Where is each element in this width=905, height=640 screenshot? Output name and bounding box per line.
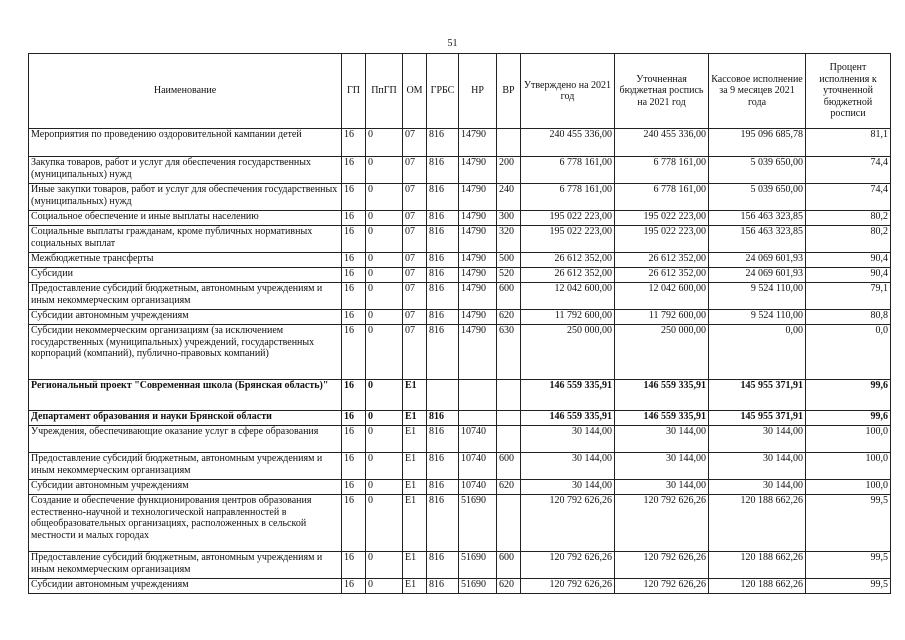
header-gp: ГП: [342, 54, 366, 129]
cell-name: Иные закупки товаров, работ и услуг для обеспечения государственных (муниципальных) нужд: [29, 184, 342, 211]
cell-refined: 240 455 336,00: [615, 129, 709, 157]
cell-vr: [497, 411, 521, 426]
cell-approved: 30 144,00: [521, 426, 615, 453]
cell-name: Социальное обеспечение и иные выплаты населению: [29, 211, 342, 226]
cell-percent: 99,5: [806, 552, 891, 579]
cell-refined: 195 022 223,00: [615, 211, 709, 226]
cell-vr: 520: [497, 268, 521, 283]
cell-approved: 146 559 335,91: [521, 380, 615, 411]
cell-grbs: 816: [427, 310, 459, 325]
cell-om: Е1: [403, 579, 427, 594]
cell-gp: 16: [342, 579, 366, 594]
cell-np: 10740: [459, 480, 497, 495]
header-vr: ВР: [497, 54, 521, 129]
cell-name: Субсидии автономным учреждениям: [29, 579, 342, 594]
cell-vr: 240: [497, 184, 521, 211]
cell-ppgp: 0: [366, 480, 403, 495]
budget-table: [28, 53, 891, 594]
cell-refined: 26 612 352,00: [615, 268, 709, 283]
cell-vr: [497, 129, 521, 157]
table-row: [29, 129, 891, 157]
cell-om: 07: [403, 211, 427, 226]
cell-refined: 30 144,00: [615, 480, 709, 495]
cell-ppgp: 0: [366, 184, 403, 211]
cell-refined: 6 778 161,00: [615, 184, 709, 211]
cell-np: [459, 411, 497, 426]
table-row: [29, 310, 891, 325]
cell-percent: 99,5: [806, 579, 891, 594]
cell-np: 14790: [459, 310, 497, 325]
cell-vr: 320: [497, 226, 521, 253]
cell-approved: 30 144,00: [521, 480, 615, 495]
cell-np: [459, 380, 497, 411]
cell-grbs: 816: [427, 283, 459, 310]
cell-approved: 12 042 600,00: [521, 283, 615, 310]
cell-gp: 16: [342, 426, 366, 453]
cell-grbs: [427, 380, 459, 411]
cell-ppgp: 0: [366, 325, 403, 380]
cell-vr: 630: [497, 325, 521, 380]
cell-refined: 195 022 223,00: [615, 226, 709, 253]
cell-vr: 600: [497, 552, 521, 579]
cell-cash: 156 463 323,85: [709, 226, 806, 253]
cell-om: Е1: [403, 426, 427, 453]
cell-percent: 79,1: [806, 283, 891, 310]
cell-ppgp: 0: [366, 380, 403, 411]
cell-om: Е1: [403, 480, 427, 495]
cell-np: 10740: [459, 426, 497, 453]
cell-percent: 90,4: [806, 253, 891, 268]
cell-percent: 80,2: [806, 226, 891, 253]
cell-approved: 6 778 161,00: [521, 157, 615, 184]
cell-gp: 16: [342, 226, 366, 253]
cell-percent: 74,4: [806, 157, 891, 184]
cell-approved: 120 792 626,26: [521, 552, 615, 579]
cell-om: 07: [403, 253, 427, 268]
cell-approved: 195 022 223,00: [521, 211, 615, 226]
cell-grbs: 816: [427, 453, 459, 480]
cell-percent: 99,5: [806, 495, 891, 552]
cell-cash: 24 069 601,93: [709, 268, 806, 283]
cell-np: 14790: [459, 253, 497, 268]
cell-cash: 120 188 662,26: [709, 495, 806, 552]
cell-cash: 30 144,00: [709, 426, 806, 453]
cell-gp: 16: [342, 480, 366, 495]
cell-cash: 9 524 110,00: [709, 310, 806, 325]
cell-name: Предоставление субсидий бюджетным, автономным учреждениям и иным некоммерческим организациям: [29, 552, 342, 579]
header-om: ОМ: [403, 54, 427, 129]
cell-percent: 0,0: [806, 325, 891, 380]
cell-cash: 5 039 650,00: [709, 157, 806, 184]
cell-grbs: 816: [427, 552, 459, 579]
cell-approved: 240 455 336,00: [521, 129, 615, 157]
cell-gp: 16: [342, 380, 366, 411]
cell-grbs: 816: [427, 184, 459, 211]
cell-vr: 600: [497, 283, 521, 310]
cell-grbs: 816: [427, 480, 459, 495]
cell-cash: 156 463 323,85: [709, 211, 806, 226]
cell-refined: 30 144,00: [615, 453, 709, 480]
cell-percent: 80,8: [806, 310, 891, 325]
cell-refined: 146 559 335,91: [615, 411, 709, 426]
header-cash: Кассовое исполнение за 9 месяцев 2021 года: [709, 54, 806, 129]
cell-gp: 16: [342, 211, 366, 226]
cell-ppgp: 0: [366, 157, 403, 184]
cell-gp: 16: [342, 283, 366, 310]
cell-gp: 16: [342, 453, 366, 480]
cell-gp: 16: [342, 411, 366, 426]
cell-gp: 16: [342, 157, 366, 184]
cell-cash: 9 524 110,00: [709, 283, 806, 310]
table-row: [29, 184, 891, 211]
cell-percent: 99,6: [806, 380, 891, 411]
cell-percent: 100,0: [806, 453, 891, 480]
cell-grbs: 816: [427, 325, 459, 380]
cell-gp: 16: [342, 552, 366, 579]
header-np: НР: [459, 54, 497, 129]
cell-cash: 24 069 601,93: [709, 253, 806, 268]
cell-ppgp: 0: [366, 426, 403, 453]
cell-percent: 90,4: [806, 268, 891, 283]
cell-om: 07: [403, 129, 427, 157]
cell-vr: 620: [497, 579, 521, 594]
cell-ppgp: 0: [366, 226, 403, 253]
cell-name: Мероприятия по проведению оздоровительной кампании детей: [29, 129, 342, 157]
cell-np: 51690: [459, 552, 497, 579]
cell-cash: 30 144,00: [709, 453, 806, 480]
cell-om: Е1: [403, 411, 427, 426]
cell-percent: 81,1: [806, 129, 891, 157]
cell-om: 07: [403, 184, 427, 211]
cell-gp: 16: [342, 184, 366, 211]
cell-np: 14790: [459, 268, 497, 283]
cell-approved: 250 000,00: [521, 325, 615, 380]
cell-vr: [497, 426, 521, 453]
cell-np: 51690: [459, 579, 497, 594]
cell-gp: 16: [342, 325, 366, 380]
cell-vr: 300: [497, 211, 521, 226]
cell-refined: 120 792 626,26: [615, 552, 709, 579]
cell-approved: 146 559 335,91: [521, 411, 615, 426]
cell-np: 14790: [459, 157, 497, 184]
cell-ppgp: 0: [366, 552, 403, 579]
cell-approved: 120 792 626,26: [521, 495, 615, 552]
cell-om: 07: [403, 226, 427, 253]
cell-name: Субсидии некоммерческим организациям (за исключением государственных (муниципальных) учреждений, государственных корпораций (компаний), публично-правовых компаний): [29, 325, 342, 380]
cell-cash: 0,00: [709, 325, 806, 380]
cell-ppgp: 0: [366, 453, 403, 480]
table-row: [29, 411, 891, 426]
table-row: [29, 253, 891, 268]
header-name: Наименование: [29, 54, 342, 129]
cell-vr: 620: [497, 310, 521, 325]
cell-approved: 26 612 352,00: [521, 268, 615, 283]
cell-refined: 26 612 352,00: [615, 253, 709, 268]
cell-percent: 99,6: [806, 411, 891, 426]
cell-name: Департамент образования и науки Брянской области: [29, 411, 342, 426]
cell-cash: 195 096 685,78: [709, 129, 806, 157]
cell-ppgp: 0: [366, 495, 403, 552]
cell-refined: 6 778 161,00: [615, 157, 709, 184]
cell-om: 07: [403, 310, 427, 325]
cell-np: 14790: [459, 283, 497, 310]
cell-name: Субсидии: [29, 268, 342, 283]
cell-np: 14790: [459, 211, 497, 226]
cell-ppgp: 0: [366, 268, 403, 283]
cell-refined: 11 792 600,00: [615, 310, 709, 325]
cell-cash: 120 188 662,26: [709, 579, 806, 594]
cell-name: Предоставление субсидий бюджетным, автономным учреждениям и иным некоммерческим организациям: [29, 283, 342, 310]
cell-name: Создание и обеспечение функционирования центров образования естественно-научной и технологической направленностей в общеобразовательных организациях, расположенных в сельской местности и малых городах: [29, 495, 342, 552]
cell-approved: 6 778 161,00: [521, 184, 615, 211]
page-number: 51: [447, 38, 458, 49]
cell-approved: 26 612 352,00: [521, 253, 615, 268]
table-row: [29, 453, 891, 480]
cell-cash: 120 188 662,26: [709, 552, 806, 579]
cell-name: Закупка товаров, работ и услуг для обеспечения государственных (муниципальных) нужд: [29, 157, 342, 184]
cell-cash: 30 144,00: [709, 480, 806, 495]
cell-grbs: 816: [427, 211, 459, 226]
cell-ppgp: 0: [366, 253, 403, 268]
cell-grbs: 816: [427, 268, 459, 283]
header-approved: Утверждено на 2021 год: [521, 54, 615, 129]
table-row: [29, 226, 891, 253]
cell-gp: 16: [342, 129, 366, 157]
table-header-row: [29, 54, 891, 129]
cell-grbs: 816: [427, 226, 459, 253]
table-row: [29, 268, 891, 283]
cell-name: Субсидии автономным учреждениям: [29, 310, 342, 325]
cell-vr: 500: [497, 253, 521, 268]
cell-gp: 16: [342, 495, 366, 552]
cell-vr: 200: [497, 157, 521, 184]
cell-grbs: 816: [427, 129, 459, 157]
cell-om: 07: [403, 283, 427, 310]
cell-name: Региональный проект "Современная школа (Брянская область)": [29, 380, 342, 411]
cell-ppgp: 0: [366, 579, 403, 594]
cell-om: Е1: [403, 552, 427, 579]
cell-approved: 195 022 223,00: [521, 226, 615, 253]
header-percent: Процент исполнения к уточненной бюджетной росписи: [806, 54, 891, 129]
cell-refined: 146 559 335,91: [615, 380, 709, 411]
cell-vr: [497, 380, 521, 411]
table-row: [29, 325, 891, 380]
cell-refined: 120 792 626,26: [615, 495, 709, 552]
cell-ppgp: 0: [366, 283, 403, 310]
header-ppgp: ПпГП: [366, 54, 403, 129]
cell-om: Е1: [403, 495, 427, 552]
cell-name: Предоставление субсидий бюджетным, автономным учреждениям и иным некоммерческим организациям: [29, 453, 342, 480]
table-row: [29, 283, 891, 310]
table-row: [29, 579, 891, 594]
table-row: [29, 480, 891, 495]
cell-name: Межбюджетные трансферты: [29, 253, 342, 268]
cell-np: 14790: [459, 129, 497, 157]
cell-ppgp: 0: [366, 129, 403, 157]
cell-percent: 100,0: [806, 426, 891, 453]
table-row: [29, 211, 891, 226]
cell-om: Е1: [403, 453, 427, 480]
cell-name: Социальные выплаты гражданам, кроме публичных нормативных социальных выплат: [29, 226, 342, 253]
cell-name: Учреждения, обеспечивающие оказание услуг в сфере образования: [29, 426, 342, 453]
cell-om: 07: [403, 268, 427, 283]
cell-refined: 250 000,00: [615, 325, 709, 380]
cell-ppgp: 0: [366, 310, 403, 325]
cell-om: Е1: [403, 380, 427, 411]
cell-gp: 16: [342, 253, 366, 268]
cell-np: 51690: [459, 495, 497, 552]
cell-om: 07: [403, 157, 427, 184]
cell-approved: 30 144,00: [521, 453, 615, 480]
cell-refined: 30 144,00: [615, 426, 709, 453]
cell-cash: 145 955 371,91: [709, 380, 806, 411]
cell-vr: 600: [497, 453, 521, 480]
cell-percent: 80,2: [806, 211, 891, 226]
cell-grbs: 816: [427, 426, 459, 453]
cell-refined: 12 042 600,00: [615, 283, 709, 310]
cell-percent: 74,4: [806, 184, 891, 211]
cell-percent: 100,0: [806, 480, 891, 495]
cell-om: 07: [403, 325, 427, 380]
table-row: [29, 157, 891, 184]
cell-grbs: 816: [427, 157, 459, 184]
cell-np: 10740: [459, 453, 497, 480]
cell-cash: 145 955 371,91: [709, 411, 806, 426]
header-grbs: ГРБС: [427, 54, 459, 129]
cell-name: Субсидии автономным учреждениям: [29, 480, 342, 495]
cell-grbs: 816: [427, 411, 459, 426]
table-row: [29, 426, 891, 453]
table-row: [29, 552, 891, 579]
cell-ppgp: 0: [366, 411, 403, 426]
cell-approved: 120 792 626,26: [521, 579, 615, 594]
cell-gp: 16: [342, 310, 366, 325]
cell-grbs: 816: [427, 579, 459, 594]
cell-approved: 11 792 600,00: [521, 310, 615, 325]
cell-gp: 16: [342, 268, 366, 283]
cell-ppgp: 0: [366, 211, 403, 226]
cell-np: 14790: [459, 226, 497, 253]
cell-np: 14790: [459, 184, 497, 211]
cell-cash: 5 039 650,00: [709, 184, 806, 211]
cell-refined: 120 792 626,26: [615, 579, 709, 594]
table-row: [29, 495, 891, 552]
cell-grbs: 816: [427, 495, 459, 552]
header-refined: Уточненная бюджетная роспись на 2021 год: [615, 54, 709, 129]
cell-grbs: 816: [427, 253, 459, 268]
cell-vr: 620: [497, 480, 521, 495]
cell-vr: [497, 495, 521, 552]
cell-np: 14790: [459, 325, 497, 380]
table-row: [29, 380, 891, 411]
